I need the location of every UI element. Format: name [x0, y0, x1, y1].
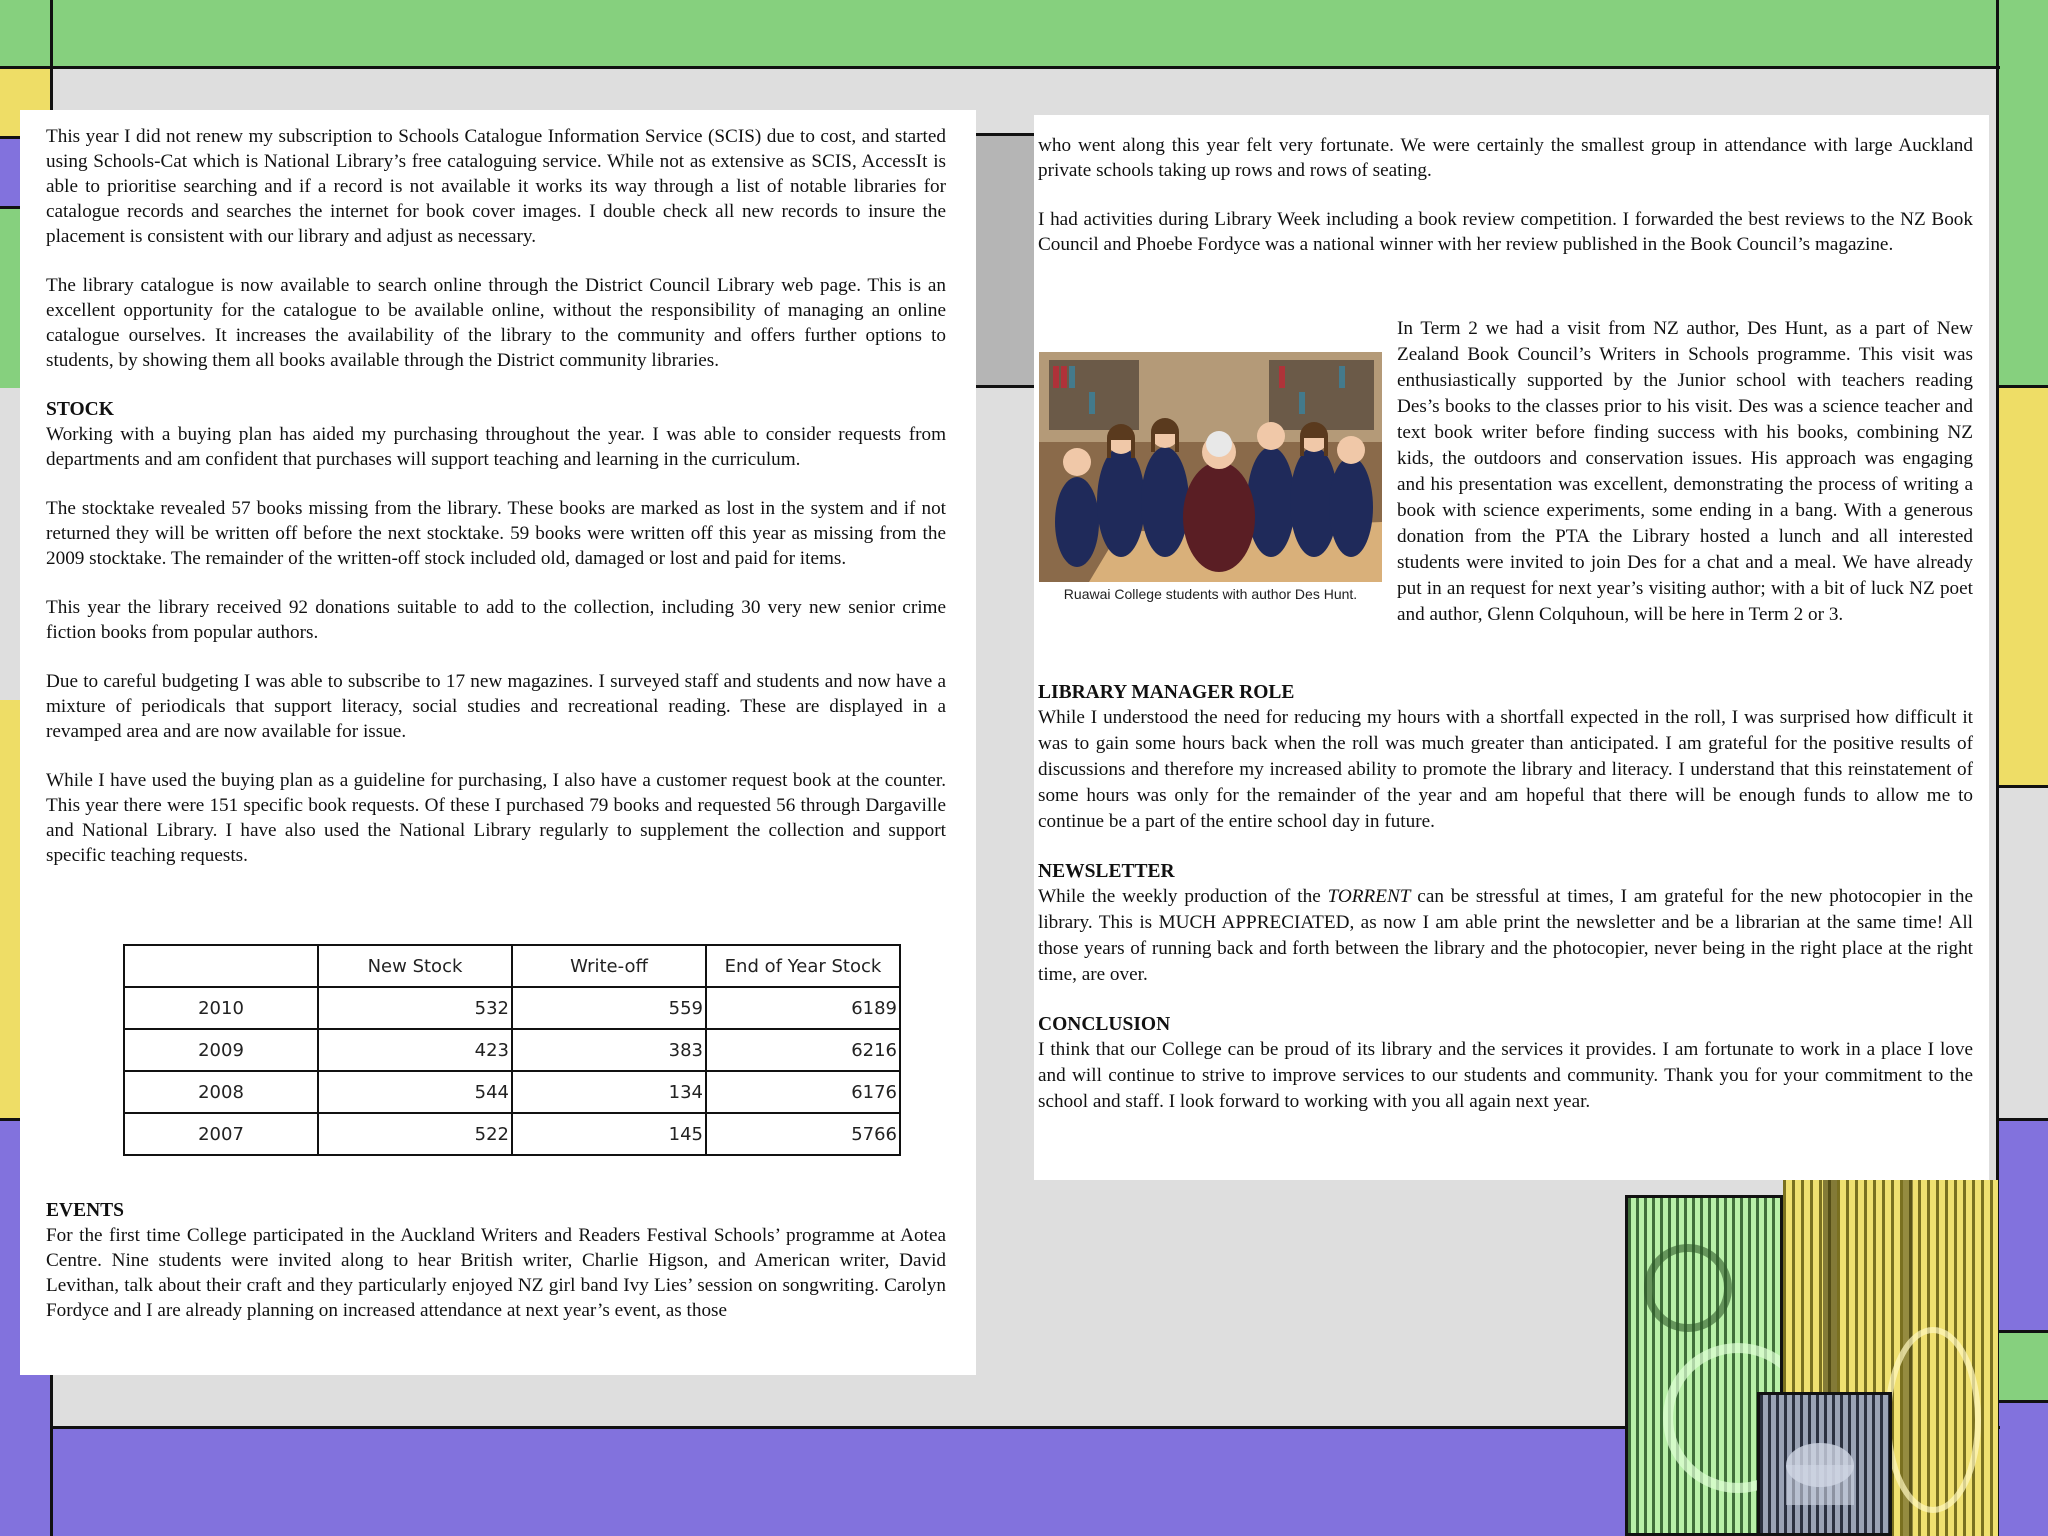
table-cell-write-off: 134: [512, 1071, 706, 1113]
newsletter-text-start: While the weekly production of the: [1038, 886, 1328, 907]
paragraph-library-week: I had activities during Library Week including a book review competition. I forwarded the best reviews to the NZ Book Council and Phoebe Fordyce was a national winner with her review published in the Book Council’s magazine.: [1038, 209, 1973, 255]
table-cell-write-off: 559: [512, 987, 706, 1029]
paragraph-author-visit: In Term 2 we had a visit from NZ author, Des Hunt, as a part of New Zealand Book Council’s Writers in Schools programme. This visit was enthusiastically supported by the Junior school with teachers reading Des’s books to the classes prior to his visit. Des was a science teacher and text book writer before finding success with his books, combining NZ kids, the outdoors and conservation issues. His approach was engaging and his presentation was excellent, demonstrating the process of writing a book with science experiments, some ending in a bang. With a generous donation from the PTA the Library hosted a lunch and all interested students were invited to join Des for a chat and a meal. We have already put in an request for next year’s visiting author; with a bit of luck NZ poet and author, Glenn Colquhoun, will be here in Term 2 or 3.: [1397, 318, 1973, 625]
decorative-photo-grey: [1757, 1392, 1892, 1536]
stock-table: [123, 944, 901, 1156]
table-cell-end-stock: 6176: [706, 1071, 900, 1113]
newsletter-text-end: can be stressful at times, I am grateful for the new photocopier in the library. This is MUCH APPRECIATED, as now I am able print the newsletter and be a librarian at the same time! All those years of running back and forth between the library and the photocopier, never being in the right place at the right time, are over.: [1038, 886, 1974, 985]
table-header-cell: Write-off: [512, 945, 706, 987]
right-green-strip-2: [1996, 1330, 2048, 1400]
table-row: [124, 987, 900, 1029]
heading-library-manager-role: LIBRARY MANAGER ROLE: [1038, 682, 1295, 703]
paragraph-online-catalogue: The library catalogue is now available to search online through the District Council Library web page. This is an excellent opportunity for the catalogue to be available online, without the responsibility of managing an online catalogue ourselves. It increases the availability of the library to the community and offers further options to students, by showing them all books available through the District community libraries.: [46, 275, 946, 371]
decorative-cup: [1760, 1395, 1892, 1536]
right-green-strip: [1996, 0, 2048, 385]
heading-newsletter: NEWSLETTER: [1038, 861, 1175, 882]
table-row: [124, 1071, 900, 1113]
paragraph-conclusion: I think that our College can be proud of its library and the services it provides. I am fortunate to work in a place I love and will continue to strive to improve services to our students and community. Thank you for your commitment to the school and staff. I look forward to working with you all again next year.: [1038, 1039, 1973, 1112]
paragraph-buying-plan: Working with a buying plan has aided my purchasing throughout the year. I was able to consider requests from departments and am confident that purchases will support teaching and learning in the curriculum.: [46, 424, 946, 470]
table-cell-end-stock: 6216: [706, 1029, 900, 1071]
right-lower-section: [1034, 680, 1989, 1170]
divider-line: [976, 385, 1034, 388]
right-purple-strip: [1996, 1120, 2048, 1330]
paragraph-library-manager-role: While I understood the need for reducing my hours with a shortfall expected in the roll, I was surprised how difficult it was to gain some hours back when the roll was much greater than anticipated. I am grateful for the positive results of discussions and therefore my increased ability to promote the library and literacy. I understand that this reinstatement of some hours was only for the remainder of the year and am hopeful that there will be enough funds to allow me to continue be a part of the entire school day in future.: [1038, 707, 1973, 832]
table-cell-new-stock: 544: [318, 1071, 512, 1113]
paragraph-requests: While I have used the buying plan as a guideline for purchasing, I also have a customer request book at the counter. This year there were 151 specific book requests. Of these I purchased 79 books and requested 56 through Dargaville and National Library. I have also used the National Library regularly to supplement the collection and support specific teaching requests.: [46, 770, 946, 866]
divider-line: [1996, 785, 2048, 788]
table-cell-year: 2007: [124, 1113, 318, 1155]
table-cell-write-off: 145: [512, 1113, 706, 1155]
table-cell-year: 2009: [124, 1029, 318, 1071]
table-cell-new-stock: 522: [318, 1113, 512, 1155]
author-visit-section: [1397, 316, 1973, 628]
photo-caption: Ruawai College students with author Des Hunt.: [1063, 586, 1358, 602]
table-cell-write-off: 383: [512, 1029, 706, 1071]
events-section: [20, 1194, 976, 1375]
table-cell-new-stock: 532: [318, 987, 512, 1029]
paragraph-events: For the first time College participated in the Auckland Writers and Readers Festival Schools’ programme at Aotea Centre. Nine students were invited along to hear British writer, Charlie Higson, and American writer, David Levithan, talk about their craft and they particularly enjoyed NZ girl band Ivy Lies’ session on songwriting. Carolyn Fordyce and I are already planning on increased attendance at next year’s event, as those: [46, 1225, 946, 1321]
top-green-band: [0, 0, 2048, 68]
table-cell-new-stock: 423: [318, 1029, 512, 1071]
photo-illustration: [1039, 352, 1382, 582]
grey-gap-block: [976, 135, 1034, 385]
table-header-row: [124, 945, 900, 987]
table-cell-end-stock: 6189: [706, 987, 900, 1029]
table-header-cell: End of Year Stock: [706, 945, 900, 987]
divider-line: [1996, 1400, 2048, 1403]
heading-conclusion: CONCLUSION: [1038, 1014, 1171, 1035]
table-row: [124, 1113, 900, 1155]
divider-line: [1996, 1118, 2048, 1121]
paragraph-magazines: Due to careful budgeting I was able to subscribe to 17 new magazines. I surveyed staff and students and now have a mixture of periodicals that support literacy, social studies and recreational reading. These are displayed in a revamped area and are now available for issue.: [46, 671, 946, 742]
paragraph-festival-attendance: who went along this year felt very fortunate. We were certainly the smallest group in attendance with large Auckland private schools taking up rows and rows of seating.: [1038, 135, 1973, 181]
table-row: [124, 1029, 900, 1071]
right-yellow-strip: [1996, 385, 2048, 785]
photo-students-with-author: [1039, 352, 1382, 582]
divider-line: [0, 66, 2000, 69]
bottom-purple-band: [52, 1428, 1632, 1536]
heading-stock: STOCK: [46, 399, 114, 420]
right-purple-strip-2: [1996, 1400, 2048, 1536]
table-header-cell: New Stock: [318, 945, 512, 987]
paragraph-stocktake: The stocktake revealed 57 books missing from the library. These books are marked as lost in the system and if not returned they will be written off before the next stocktake. 59 books were written off this year as missing from the 2009 stocktake. The remainder of the written-off stock included old, damaged or lost and paid for items.: [46, 498, 946, 569]
table-header-cell: [124, 945, 318, 987]
left-document-page: [20, 110, 976, 1375]
newsletter-title: TORRENT: [1327, 886, 1411, 907]
heading-events: EVENTS: [46, 1200, 125, 1221]
paragraph-donations: This year the library received 92 donations suitable to add to the collection, including 30 very new senior crime fiction books from popular authors.: [46, 597, 946, 643]
divider-line: [1996, 385, 2048, 388]
divider-line: [976, 133, 1034, 136]
divider-line: [1996, 1330, 2048, 1333]
paragraph-cataloguing: This year I did not renew my subscription to Schools Catalogue Information Service (SCIS) due to cost, and started using Schools-Cat which is National Library’s free cataloguing service. While not as extensive as SCIS, AccessIt is able to prioritise searching and if a record is not available it works its way through a list of notable libraries for catalogue records and searches the internet for book cover images. I double check all new records to insure the placement is consistent with our library and adjust as necessary.: [46, 126, 946, 247]
table-cell-year: 2010: [124, 987, 318, 1029]
paragraph-newsletter: [1038, 884, 1973, 988]
table-cell-end-stock: 5766: [706, 1113, 900, 1155]
table-cell-year: 2008: [124, 1071, 318, 1113]
